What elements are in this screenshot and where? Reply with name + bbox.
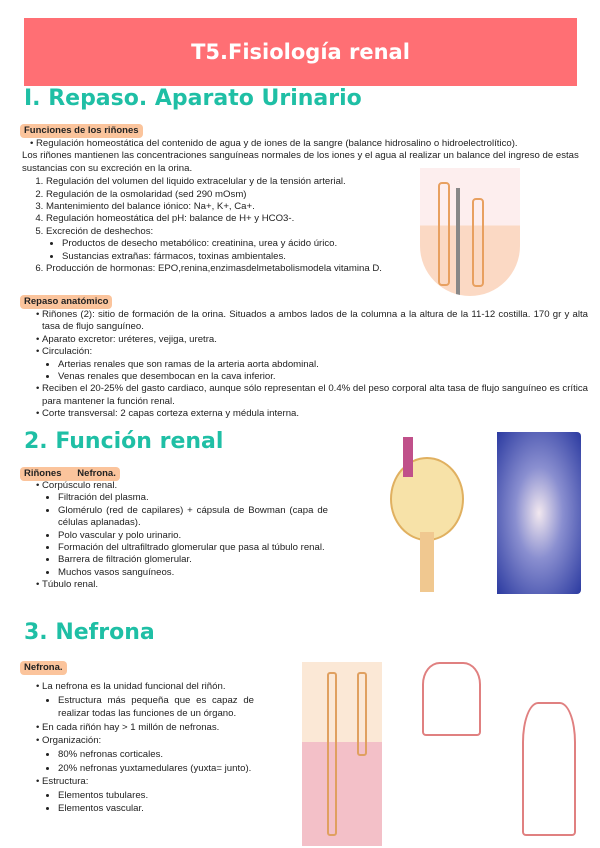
list-item: • Aparato excretor: uréteres, vejiga, uretra. <box>42 334 588 346</box>
tag-nefrona: Nefrona. <box>20 661 67 675</box>
list-item: 6. Producción de hormonas: EPO,renina,enzimasdelmetabolismodela vitamina D. <box>46 263 590 275</box>
list-item <box>42 680 254 721</box>
list-item: • Estructura más pequeña que es capaz de realizar todas las funciones de un órgano. <box>58 694 254 721</box>
list-item: • Polo vascular y polo urinario. <box>58 530 328 542</box>
list-item: • Sustancias extrañas: fármacos, toxinas ambientales. <box>62 251 590 263</box>
section-3-heading: 3. Nefrona <box>24 620 155 645</box>
list-item <box>42 734 254 775</box>
kidney-nephron-figure <box>420 168 520 296</box>
list-item: • Corte transversal: 2 capas corteza externa y médula interna. <box>42 408 588 420</box>
list-item <box>42 346 588 383</box>
list-item: • Muchos vasos sanguíneos. <box>58 567 328 579</box>
list-item-text: La nefrona es la unidad funcional del riñón. <box>42 681 226 692</box>
paragraph: Los riñones mantienen las concentraciones sanguíneas normales de los iones y el agua al realizar un balance del ingreso de estas sustancias con su excreción en la orina. <box>22 150 579 174</box>
list-item: • Regulación homeostática del contenido de agua y de iones de la sangre (balance hidrosalino o hidroelectrolítico). <box>36 138 590 150</box>
list-item: 1. Regulación del volumen del liquido extracelular y de la tensión arterial. <box>46 176 590 188</box>
list-item: • Venas renales que desembocan en la cava inferior. <box>58 371 588 383</box>
tag-funciones: Funciones de los riñones <box>20 124 143 138</box>
section-1-heading: I. Repaso. Aparato Urinario <box>24 86 362 111</box>
list-item: 3. Mantenimiento del balance iónico: Na+, K+, Ca+. <box>46 201 590 213</box>
list-item <box>42 480 328 579</box>
list-item: • 20% nefronas yuxtamedulares (yuxta= junto). <box>58 762 254 776</box>
list-item-text: Estructura: <box>42 776 89 788</box>
list-item: • En cada riñón hay > 1 millón de nefronas. <box>42 721 254 735</box>
list-item-text: Circulación: <box>42 346 93 358</box>
list-item: • Arterias renales que son ramas de la arteria aorta abdominal. <box>58 359 588 371</box>
anatomia-block <box>22 309 588 421</box>
list-item-text: Excreción de deshechos: <box>46 225 154 237</box>
list-item-text: Corpúsculo renal. <box>42 480 118 491</box>
list-item: • 80% nefronas corticales. <box>58 748 254 762</box>
list-item <box>42 775 254 816</box>
page-title: T5.Fisiología renal <box>191 39 410 64</box>
list-item: 2. Regulación de la osmolaridad (sed 290 mOsm) <box>46 189 590 201</box>
funcion-renal-block <box>22 480 328 592</box>
list-item: • Reciben el 20-25% del gasto cardiaco, aunque sólo representan el 0.4% del peso corporal alta tasa de flujo sanguíneo es crítica para mantener la función renal. <box>42 383 588 408</box>
title-banner <box>24 18 577 86</box>
list-item: • Formación del ultrafiltrado glomerular que pasa al túbulo renal. <box>58 542 328 554</box>
list-item: 4. Regulación homeostática del pH: balance de H+ y HCO3-. <box>46 213 590 225</box>
list-item: • Glomérulo (red de capilares) + cápsula de Bowman (capa de células aplanadas). <box>58 505 328 530</box>
tag-repaso-anatomico: Repaso anatómico <box>20 295 112 309</box>
tag-rinones-nefrona: Riñones Nefrona. <box>20 467 120 481</box>
nefrona-block <box>22 680 254 816</box>
list-item: • Túbulo renal. <box>42 579 328 591</box>
list-item: • Filtración del plasma. <box>58 492 328 504</box>
list-item: • Riñones (2): sitio de formación de la orina. Situados a ambos lados de la columna a la altura de la 11-12 costilla. 170 gr y alta tasa de flujo sanguíneo. <box>42 309 588 334</box>
list-item: • Productos de desecho metabólico: creatinina, urea y ácido úrico. <box>62 238 590 250</box>
list-item: • Elementos tubulares. <box>58 789 254 803</box>
list-item: • Barrera de filtración glomerular. <box>58 554 328 566</box>
section-2-heading: 2. Función renal <box>24 429 224 454</box>
list-item-text: Organización: <box>42 735 102 747</box>
list-item: • Elementos vascular. <box>58 802 254 816</box>
nephron-types-figure <box>272 642 585 846</box>
renal-corpuscle-figure <box>345 432 581 594</box>
